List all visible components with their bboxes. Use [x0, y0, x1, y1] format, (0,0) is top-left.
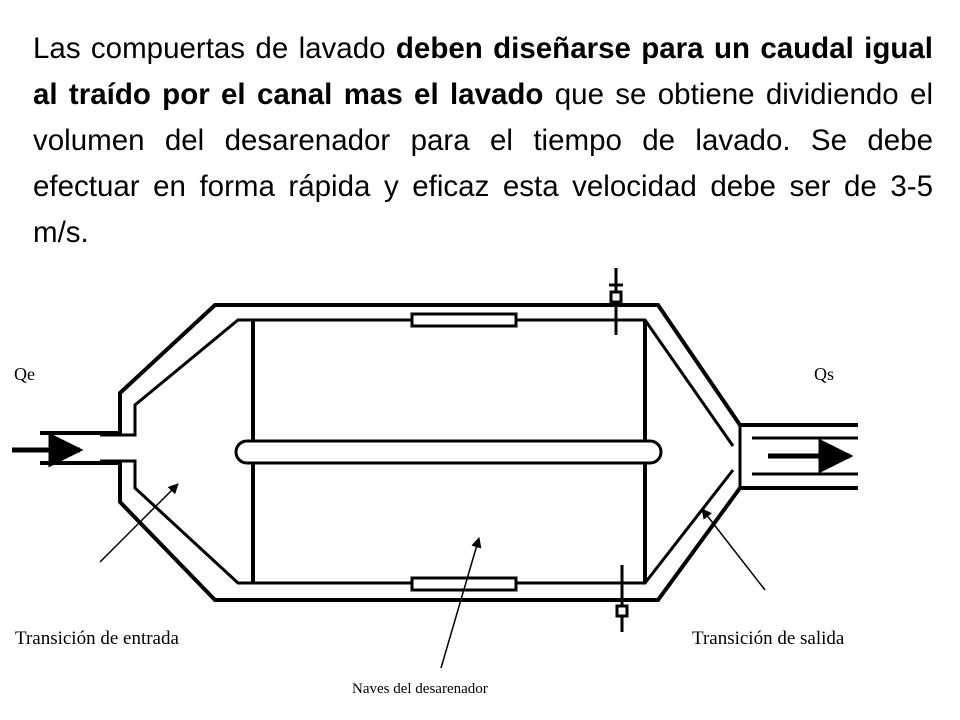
- inflow-label: Qe: [14, 364, 35, 384]
- outflow-label: Qs: [814, 364, 835, 384]
- outlet-transition-pointer: [702, 509, 765, 590]
- paragraph-text-1: Las compuertas de lavado: [33, 32, 396, 65]
- central-divider-wall: [236, 441, 661, 463]
- paragraph-text-2: que se obtiene dividiendo el volumen del desarenador para el tiempo de lavado. Se debe efectuar en forma rápida y eficaz esta velocidad debe ser de 3-5 m/s.: [33, 78, 933, 249]
- inlet-transition-label: Transición de entrada: [15, 628, 179, 649]
- outlet-transition-label: Transición de salida: [692, 628, 845, 649]
- top-valve-icon: [609, 268, 623, 335]
- chambers-pointer: [441, 538, 479, 668]
- top-wash-gate: [412, 314, 516, 326]
- paragraph-bold-text: deben diseñarse para un caudal igual al traído por el canal mas el lavado: [33, 32, 934, 111]
- bottom-valve-icon: [615, 565, 629, 632]
- chambers-label: Naves del desarenador: [352, 681, 488, 697]
